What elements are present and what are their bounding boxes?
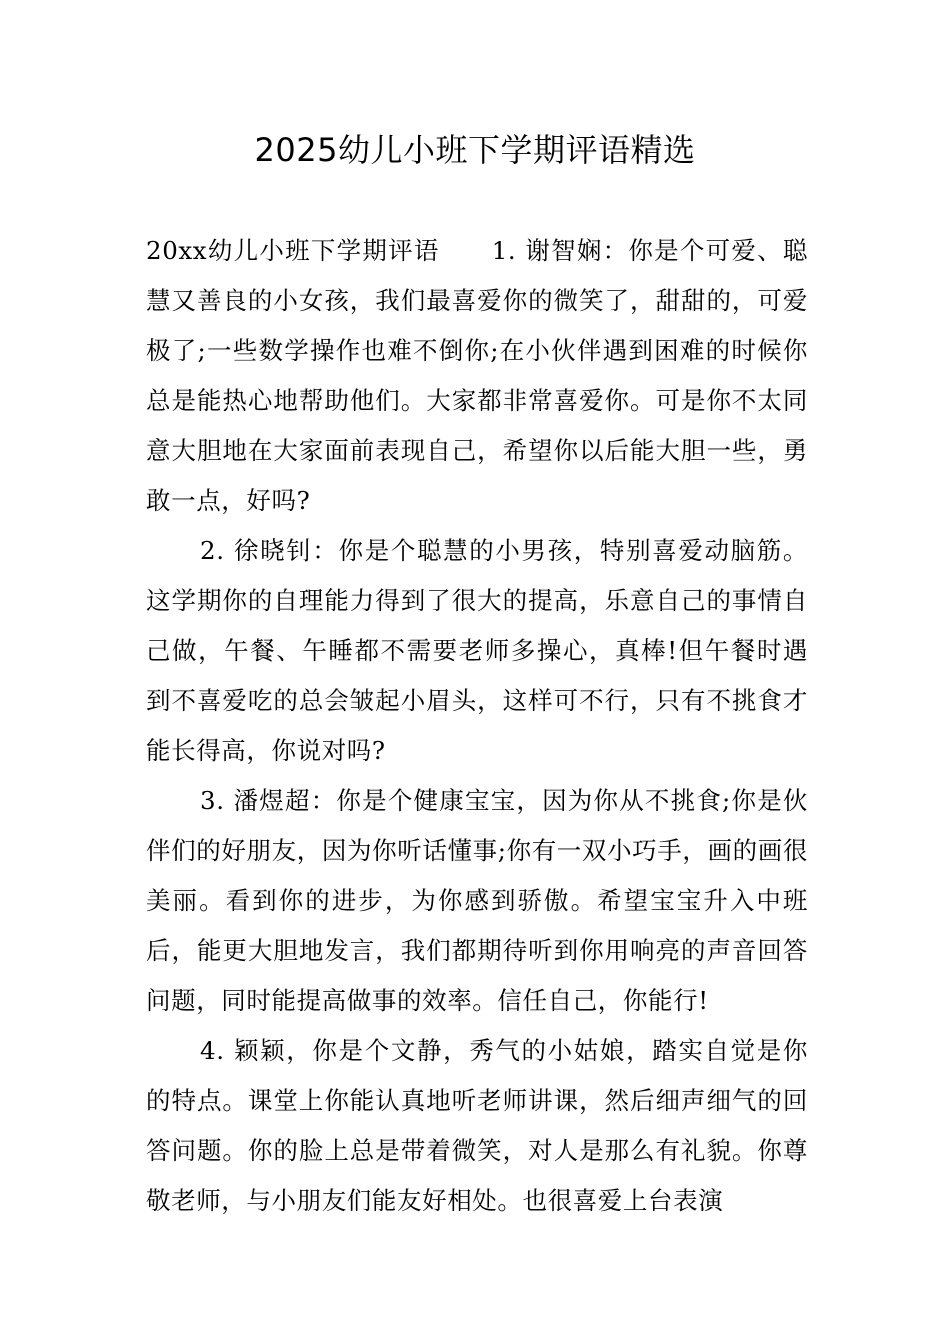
intro-label: 20xx幼儿小班下学期评语 bbox=[146, 236, 440, 265]
document-body bbox=[146, 226, 808, 1226]
paragraph-1-text: 1. 谢智娴：你是个可爱、聪慧又善良的小女孩，我们最喜爱你的微笑了，甜甜的，可爱极了;一些数学操作也难不倒你;在小伙伴遇到困难的时候你总是能热心地帮助他们。大家都非常喜爱你。可是你不太同意大胆地在大家面前表现自己，希望你以后能大胆一些，勇敢一点，好吗? bbox=[146, 236, 809, 515]
paragraph-3: 3. 潘煜超：你是个健康宝宝，因为你从不挑食;你是伙伴们的好朋友，因为你听话懂事;你有一双小巧手，画的画很美丽。看到你的进步，为你感到骄傲。希望宝宝升入中班后，能更大胆地发言，我们都期待听到你用响亮的声音回答问题，同时能提高做事的效率。信任自己，你能行! bbox=[146, 786, 808, 1015]
paragraph-2: 2. 徐晓钊：你是个聪慧的小男孩，特别喜爱动脑筋。这学期你的自理能力得到了很大的提高，乐意自己的事情自己做，午餐、午睡都不需要老师多操心，真棒!但午餐时遇到不喜爱吃的总会皱起小眉头，这样可不行，只有不挑食才能长得高，你说对吗? bbox=[146, 536, 808, 765]
paragraph-1 bbox=[146, 226, 808, 526]
paragraph-4: 4. 颖颖，你是个文静，秀气的小姑娘，踏实自觉是你的特点。课堂上你能认真地听老师讲课，然后细声细气的回答问题。你的脸上总是带着微笑，对人是那么有礼貌。你尊敬老师，与小朋友们能友好相处。也很喜爱上台表演 bbox=[146, 1036, 808, 1215]
document-title: 2025幼儿小班下学期评语精选 bbox=[254, 131, 696, 169]
